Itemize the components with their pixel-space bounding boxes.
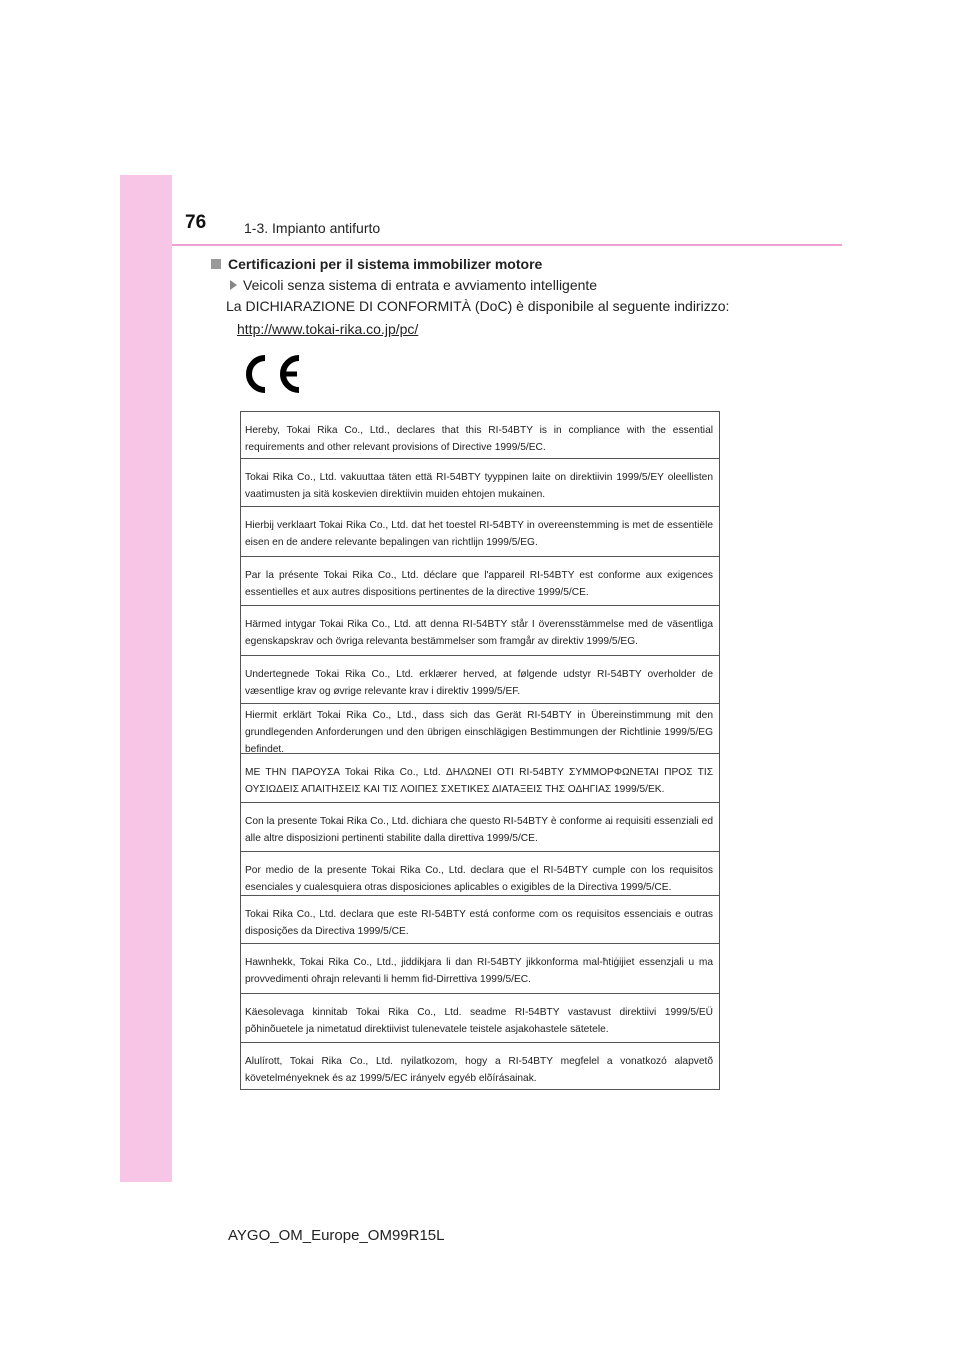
section-heading-text: Certificazioni per il sistema immobilizer motore xyxy=(228,256,543,272)
statement-it: Con la presente Tokai Rika Co., Ltd. dichiara che questo RI-54BTY è conforme ai requisiti essenziali ed alle altre disposizioni pertinenti stabilite dalla direttiva 1999/5/CE. xyxy=(241,803,719,852)
ce-mark-icon xyxy=(238,352,304,396)
statement-en: Hereby, Tokai Rika Co., Ltd., declares that this RI-54BTY is in compliance with the essential requirements and other relevant provisions of Directive 1999/5/EC. xyxy=(241,412,719,459)
statement-fi: Tokai Rika Co., Ltd. vakuuttaa täten että RI-54BTY tyyppinen laite on direktiivin 1999/5/EY oleellisten vaatimusten ja sitä koskevien direktiivin muiden ehtojen mukainen. xyxy=(241,459,719,507)
subitem xyxy=(230,277,597,293)
page-side-band xyxy=(120,175,172,1182)
statement-et: Käesolevaga kinnitab Tokai Rika Co., Ltd. seadme RI-54BTY vastavust direktiivi 1999/5/EÜ põhinõuetele ja nimetatud direktiivist tulenevatele teistele asjakohastele sätetele. xyxy=(241,994,719,1043)
statement-es: Por medio de la presente Tokai Rika Co., Ltd. declara que el RI-54BTY cumple con los requisitos esenciales y cualesquiera otras disposiciones aplicables o exigibles de la Directiva 1999/5/CE. xyxy=(241,852,719,896)
section-heading xyxy=(211,256,542,272)
statement-da: Undertegnede Tokai Rika Co., Ltd. erklærer herved, at følgende udstyr RI-54BTY overholder de væsentlige krav og øvrige relevante krav i direktiv 1999/5/EF. xyxy=(241,656,719,704)
statement-hu: Alulírott, Tokai Rika Co., Ltd. nyilatkozom, hogy a RI-54BTY megfelel a vonatkozó alapvetõ követelményeknek és az 1999/5/EC irányelv egyéb elõírásainak. xyxy=(245,1056,713,1084)
declaration-table xyxy=(240,411,720,1090)
statement-de: Hiermit erklärt Tokai Rika Co., Ltd., dass sich das Gerät RI-54BTY in Übereinstimmung mit den grundlegenden Anforderungen und den übrigen einschlägigen Bestimmungen der Richtlinie 1999/5/EG befindet. xyxy=(241,704,719,754)
statement-el: ΜΕ ΤΗΝ ΠΑΡΟΥΣΑ Tokai Rika Co., Ltd. ΔΗΛΩΝΕΙ ΟΤΙ RI-54BTY ΣΥΜΜΟΡΦΩΝΕΤΑΙ ΠΡΟΣ ΤΙΣ ΟΥΣΙΩΔΕΙΣ ΑΠΑΙΤΗΣΕΙΣ ΚΑΙ ΤΙΣ ΛΟΙΠΕΣ ΣΧΕΤΙΚΕΣ ΔΙΑΤΑΞΕΙΣ ΤΗΣ ΟΔΗΓΙΑΣ 1999/5/ΕΚ. xyxy=(241,754,719,803)
header-rule xyxy=(172,244,842,246)
statement-mt: Hawnhekk, Tokai Rika Co., Ltd., jiddikjara li dan RI-54BTY jikkonforma mal-ħtiġijiet essenzjali u ma provvedimenti oħrajn relevanti li hemm fid-Dirrettiva 1999/5/EC. xyxy=(241,944,719,994)
footer-doc-code: AYGO_OM_Europe_OM99R15L xyxy=(228,1227,445,1244)
subitem-text: Veicoli senza sistema di entrata e avviamento intelligente xyxy=(243,277,598,293)
triangle-bullet-icon xyxy=(230,280,237,290)
square-bullet-icon xyxy=(211,259,221,269)
statement-fr: Par la présente Tokai Rika Co., Ltd. déclare que l'appareil RI-54BTY est conforme aux exigences essentielles et aux autres dispositions pertinentes de la directive 1999/5/CE. xyxy=(241,557,719,606)
page-number: 76 xyxy=(185,212,207,233)
doc-link[interactable]: http://www.tokai-rika.co.jp/pc/ xyxy=(237,321,419,337)
statement-sv: Härmed intygar Tokai Rika Co., Ltd. att denna RI-54BTY står I överensstämmelse med de väsentliga egenskapskrav och övriga relevanta bestämmelser som framgår av direktiv 1999/5/EG. xyxy=(241,606,719,656)
section-title: 1-3. Impianto antifurto xyxy=(244,220,381,236)
statement-pt: Tokai Rika Co., Ltd. declara que este RI-54BTY está conforme com os requisitos essenciais e outras disposições da Directiva 1999/5/CE. xyxy=(241,896,719,944)
statement-nl: Hierbij verklaart Tokai Rika Co., Ltd. dat het toestel RI-54BTY in overeenstemming is met de essentiële eisen en de andere relevante bepalingen van richtlijn 1999/5/EG. xyxy=(241,507,719,557)
declaration-text: La DICHIARAZIONE DI CONFORMITÀ (DoC) è disponibile al seguente indirizzo: xyxy=(226,298,730,314)
